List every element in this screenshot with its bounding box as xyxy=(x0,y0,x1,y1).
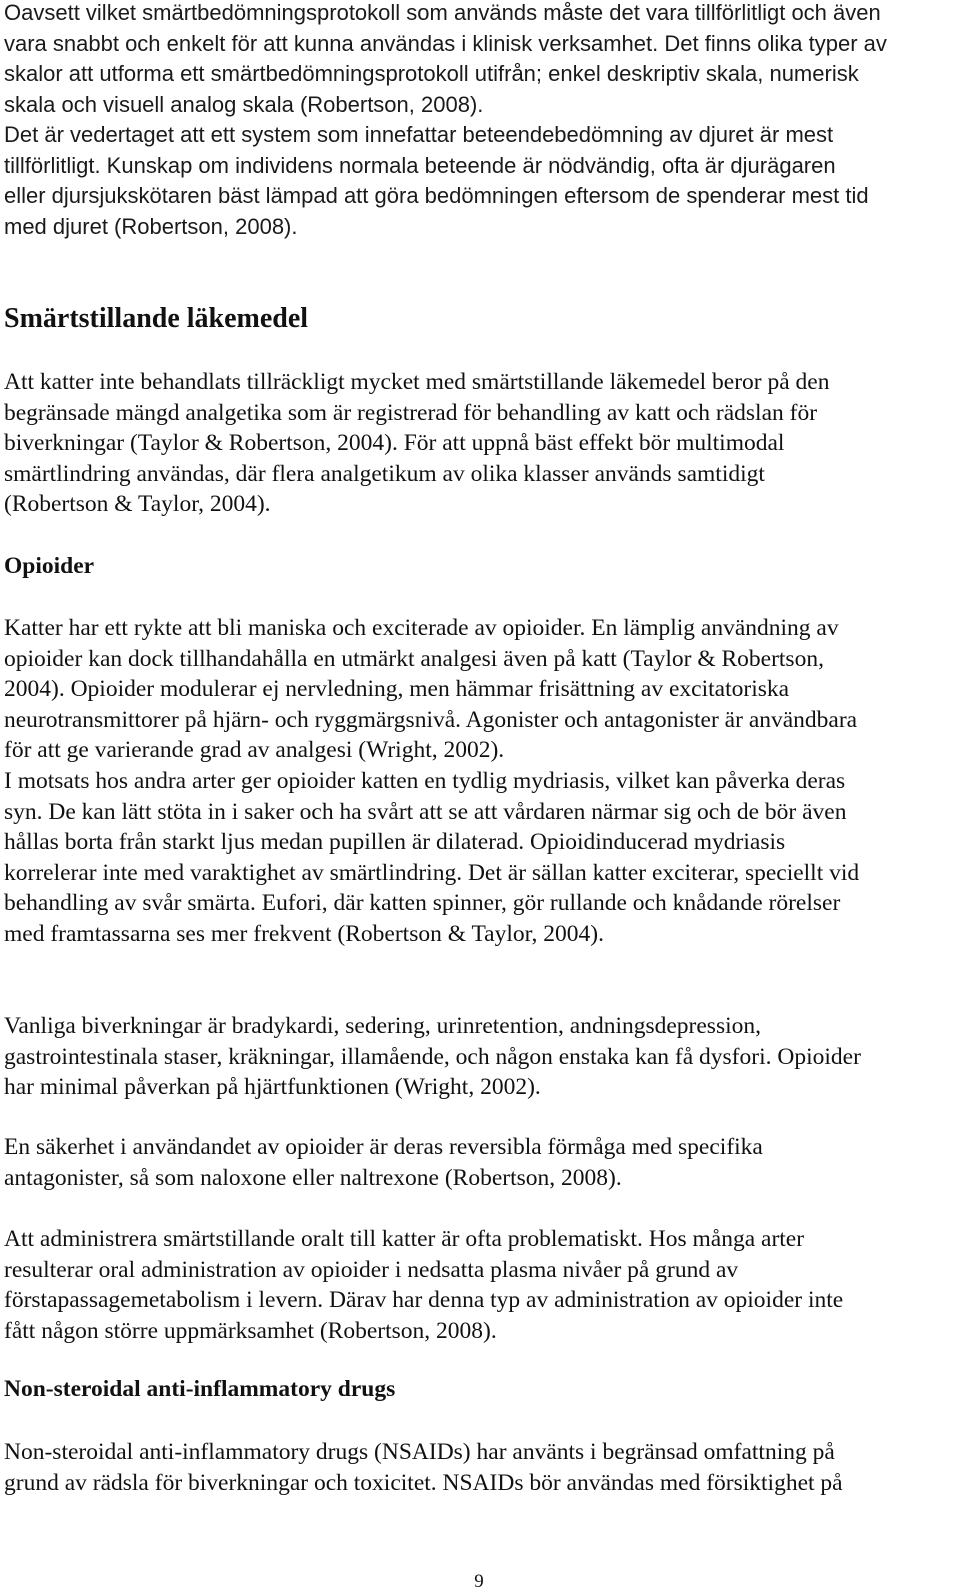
text-line: med framtassarna ses mer frekvent (Robertson & Taylor, 2004). xyxy=(4,920,604,947)
text-line: hållas borta från starkt ljus medan pupillen är dilaterad. Opioidinducerad mydriasis xyxy=(4,829,786,856)
text-line: skala och visuell analog skala (Robertson, 2008). xyxy=(4,91,484,117)
text-line: Vanliga biverkningar är bradykardi, sedering, urinretention, andningsdepression, xyxy=(4,1013,762,1039)
text-line: förstapassagemetabolism i levern. Därav har denna typ av administration av opioider inte xyxy=(4,1287,844,1314)
opioids-paragraph-3 xyxy=(4,1011,954,1103)
text-line: I motsats hos andra arter ger opioider katten en tydlig mydriasis, vilket kan påverka deras xyxy=(4,768,846,794)
opioids-paragraph-4 xyxy=(4,1132,954,1193)
text-line: Att katter inte behandlats tillräckligt mycket med smärtstillande läkemedel beror på den xyxy=(4,369,830,395)
text-line: 2004). Opioider modulerar ej nervledning, men hämmar frisättning av excitatoriska xyxy=(4,676,790,703)
document-page xyxy=(4,0,956,1592)
analgesics-paragraph xyxy=(4,367,954,520)
nsaids-paragraph xyxy=(4,1437,954,1498)
page-number: 9 xyxy=(474,1571,484,1592)
opioids-paragraph-5 xyxy=(4,1224,954,1346)
text-line: Non-steroidal anti-inflammatory drugs (NSAIDs) har använts i begränsad omfattning på xyxy=(4,1439,835,1465)
text-line: (Robertson & Taylor, 2004). xyxy=(4,491,271,518)
text-line: smärtlindring användas, där flera analgetikum av olika klasser används samtidigt xyxy=(4,460,765,487)
text-line: resulterar oral administration av opioider i nedsatta plasma nivåer på grund av xyxy=(4,1256,739,1283)
text-line: med djuret (Robertson, 2008). xyxy=(4,213,298,239)
opioids-paragraph-1 xyxy=(4,613,954,766)
text-line: Oavsett vilket smärtbedömningsprotokoll som används måste det vara tillförlitligt och även xyxy=(4,0,881,25)
text-line: tillförlitligt. Kunskap om individens normala beteende är nödvändig, ofta är djurägaren xyxy=(4,152,836,178)
text-line: syn. De kan lätt stöta in i saker och ha svårt att se att vårdaren närmar sig och de bör även xyxy=(4,798,847,825)
section-heading-analgesics: Smärtstillande läkemedel xyxy=(4,303,309,334)
text-line: biverkningar (Taylor & Robertson, 2004). För att uppnå bäst effekt bör multimodal xyxy=(4,430,785,457)
text-line: vara snabbt och enkelt för att kunna användas i klinisk verksamhet. Det finns olika typer av xyxy=(4,30,887,56)
text-line: behandling av svår smärta. Eufori, där katten spinner, gör rullande och knådande rörelser xyxy=(4,890,841,917)
text-line: korrelerar inte med varaktighet av smärtlindring. Det är sällan katter exciterar, speciellt vid xyxy=(4,859,860,886)
text-line: grund av rädsla för biverkningar och toxicitet. NSAIDs bör användas med försiktighet på xyxy=(4,1469,843,1496)
text-line: Att administrera smärtstillande oralt till katter är ofta problematiskt. Hos många arter xyxy=(4,1226,805,1252)
text-line: opioider kan dock tillhandahålla en utmärkt analgesi även på katt (Taylor & Robertson, xyxy=(4,645,824,672)
intro-paragraph xyxy=(4,0,954,242)
text-line: gastrointestinala staser, kräkningar, illamående, och någon enstaka kan få dysfori. Opioider xyxy=(4,1043,861,1070)
text-line: har minimal påverkan på hjärtfunktionen (Wright, 2002). xyxy=(4,1074,541,1101)
text-line: antagonister, så som naloxone eller naltrexone (Robertson, 2008). xyxy=(4,1164,622,1191)
section-heading-opioids: Opioider xyxy=(4,553,95,579)
text-line: En säkerhet i användandet av opioider är deras reversibla förmåga med specifika xyxy=(4,1134,763,1160)
opioids-paragraph-2 xyxy=(4,766,954,950)
text-line: neurotransmittorer på hjärn- och ryggmärgsnivå. Agonister och antagonister är användbara xyxy=(4,706,858,733)
text-line: Det är vedertaget att ett system som innefattar beteendebedömning av djuret är mest xyxy=(4,122,834,147)
text-line: Katter har ett rykte att bli maniska och exciterade av opioider. En lämplig användning av xyxy=(4,615,839,641)
text-line: eller djursjukskötaren bäst lämpad att göra bedömningen eftersom de spenderar mest tid xyxy=(4,183,869,208)
text-line: fått någon större uppmärksamhet (Robertson, 2008). xyxy=(4,1317,497,1344)
text-line: för att ge varierande grad av analgesi (Wright, 2002). xyxy=(4,737,505,764)
text-line: skalor att utforma ett smärtbedömningsprotokoll utifrån; enkel deskriptiv skala, numerisk xyxy=(4,61,859,86)
text-line: begränsade mängd analgetika som är registrerad för behandling av katt och rädslan för xyxy=(4,399,818,426)
section-heading-nsaids: Non-steroidal anti-inflammatory drugs xyxy=(4,1376,396,1402)
